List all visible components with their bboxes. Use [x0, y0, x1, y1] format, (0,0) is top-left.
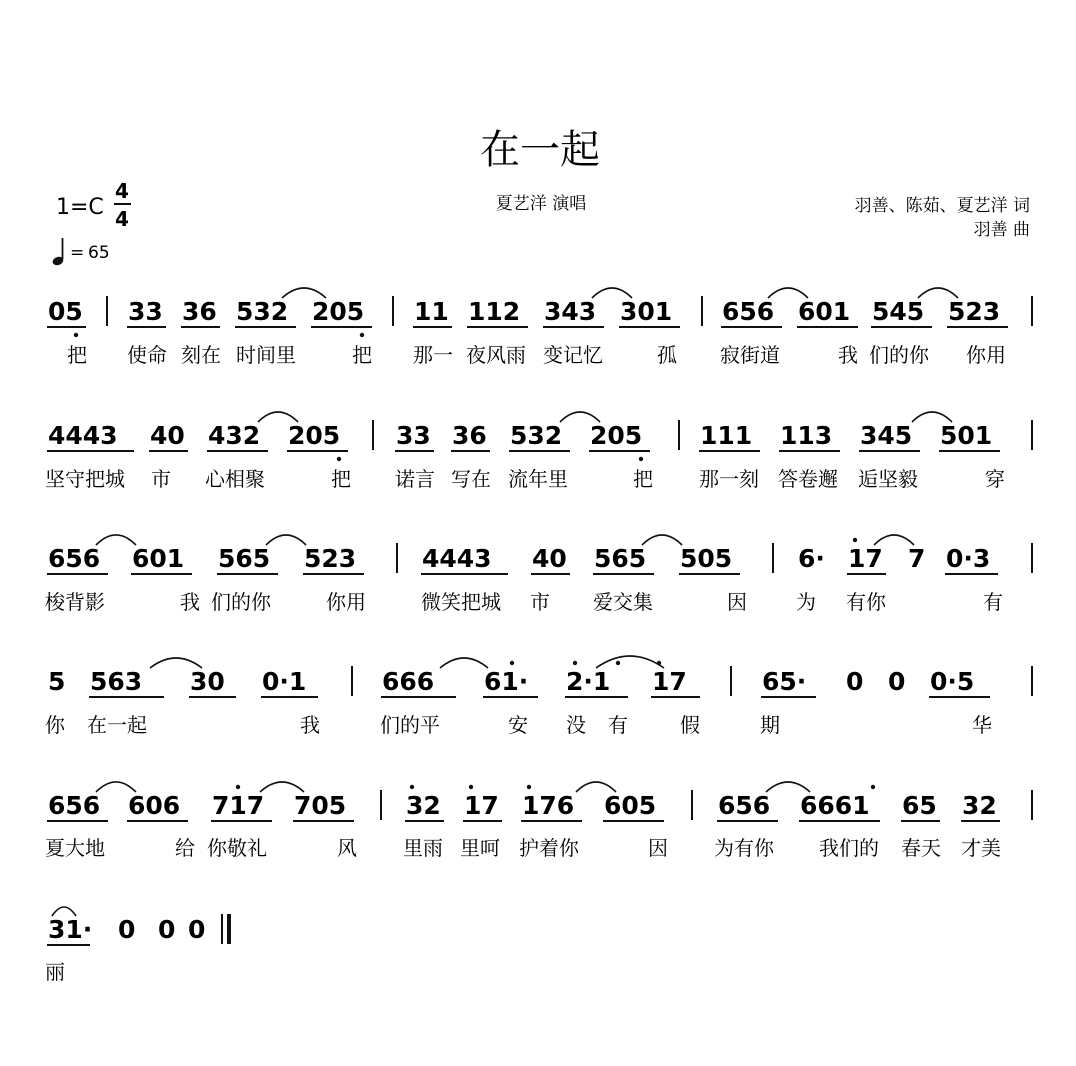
key-signature: 1=C	[56, 195, 104, 220]
note-group: 05	[48, 297, 83, 326]
lyric: 我	[300, 713, 320, 737]
lyric: 你敬礼	[207, 836, 267, 860]
score-line	[45, 907, 229, 984]
score-line	[47, 288, 1032, 367]
note-group: 113	[780, 421, 833, 450]
lyric: 时间里	[236, 343, 296, 367]
lyric: 安	[508, 713, 528, 737]
lyric: 护着你	[519, 836, 579, 860]
lyric: 夏大地	[45, 836, 105, 860]
note-group: 17	[848, 544, 883, 573]
note-group: 65	[902, 791, 937, 820]
octave-dot	[337, 457, 643, 461]
note-group: 0	[118, 915, 136, 944]
note-group: 343	[544, 297, 597, 326]
note-group: 0	[188, 915, 206, 944]
note-group: 111	[700, 421, 753, 450]
note-group: 705	[294, 791, 347, 820]
lyric: 我	[180, 590, 200, 614]
note-group: 5	[48, 667, 66, 696]
lyric: 为	[796, 590, 816, 614]
note-group: 36	[182, 297, 217, 326]
lyric: 华	[972, 713, 992, 737]
note-group: 717	[212, 791, 265, 820]
note-group: 523	[948, 297, 1001, 326]
note-group: 565	[594, 544, 647, 573]
lyric: 市	[151, 467, 171, 491]
note-group: 65·	[762, 667, 807, 696]
composer-credit: 羽善 曲	[973, 220, 1030, 240]
lyric: 流年里	[508, 467, 568, 491]
lyric: 没	[566, 713, 586, 737]
note-group: 523	[304, 544, 357, 573]
note-group: 656	[718, 791, 771, 820]
note-group: 40	[150, 421, 185, 450]
singer-credit: 夏艺洋 演唱	[495, 194, 587, 214]
lyric: 写在	[451, 467, 491, 491]
note-group: 33	[396, 421, 431, 450]
lyric: 才美	[961, 836, 1001, 860]
note-group: 7	[908, 544, 926, 573]
note-group: 606	[128, 791, 181, 820]
note-group: 11	[414, 297, 449, 326]
score-line	[45, 412, 1032, 491]
lyric: 寂街道	[720, 343, 780, 367]
quarter-note-icon	[51, 238, 64, 267]
lyric: 答卷邂	[778, 467, 838, 491]
note-group: 656	[48, 791, 101, 820]
lyric: 变记忆	[543, 343, 603, 367]
song-title: 在一起	[480, 127, 600, 173]
lyric: 因	[727, 590, 747, 614]
lyric: 那一	[413, 343, 453, 367]
note-group: 112	[468, 297, 521, 326]
note-group: 563	[90, 667, 143, 696]
lyric: 市	[530, 590, 550, 614]
lyric: 有	[983, 590, 1003, 614]
note-group: 0·1	[262, 667, 307, 696]
note-group: 345	[860, 421, 913, 450]
octave-dot	[236, 785, 875, 789]
lyric: 丽	[45, 960, 65, 984]
note-group: 4443	[422, 544, 492, 573]
note-group: 205	[288, 421, 341, 450]
lyric: 里呵	[460, 836, 500, 860]
note-group: 0·5	[930, 667, 975, 696]
lyric: 你	[45, 713, 65, 737]
lyric: 穿	[985, 467, 1005, 491]
lyric: 诺言	[395, 467, 435, 491]
note-group: 0	[846, 667, 864, 696]
tempo-bpm: 65	[88, 243, 110, 263]
lyric: 我	[838, 343, 858, 367]
lyric: 把	[633, 467, 653, 491]
lyric: 梭背影	[45, 590, 105, 614]
note-group: 6661	[800, 791, 870, 820]
lyric: 春天	[901, 836, 941, 860]
note-group: 32	[406, 791, 441, 820]
lyric: 孤	[657, 343, 677, 367]
note-group: 301	[620, 297, 673, 326]
lyric: 那一刻	[699, 467, 759, 491]
note-group: 432	[208, 421, 261, 450]
note-group: 666	[382, 667, 435, 696]
lyric: 你用	[326, 590, 366, 614]
final-barline	[222, 914, 229, 944]
note-group: 601	[798, 297, 851, 326]
lyric: 风	[337, 836, 357, 860]
note-group: 601	[132, 544, 185, 573]
score-line	[45, 782, 1032, 860]
lyric: 因	[648, 836, 668, 860]
lyric: 为有你	[714, 836, 774, 860]
note-group: 505	[680, 544, 733, 573]
lyric: 有你	[846, 590, 886, 614]
note-group: 0·3	[946, 544, 991, 573]
lyric: 有	[608, 713, 628, 737]
score-line	[45, 535, 1032, 614]
lyric: 坚守把城	[45, 467, 125, 491]
note-group: 205	[312, 297, 365, 326]
lyric: 里雨	[403, 836, 443, 860]
octave-dot	[853, 538, 857, 542]
lyric: 把	[352, 343, 372, 367]
tie-arc	[96, 782, 810, 792]
note-group: 31·	[48, 915, 93, 944]
lyric: 心相聚	[205, 467, 265, 491]
lyric: 把	[67, 343, 87, 367]
lyric: 给	[175, 836, 195, 860]
note-group: 33	[128, 297, 163, 326]
note-group: 565	[218, 544, 271, 573]
note-group: 2·1	[566, 667, 611, 696]
tempo-equals: =	[70, 243, 85, 263]
score-line	[45, 656, 1032, 737]
note-group: 40	[532, 544, 567, 573]
note-group: 656	[48, 544, 101, 573]
note-group: 656	[722, 297, 775, 326]
lyric: 刻在	[181, 343, 221, 367]
lyric: 期	[760, 713, 780, 737]
note-group: 0	[888, 667, 906, 696]
note-group: 30	[190, 667, 225, 696]
lyric: 爱交集	[593, 590, 653, 614]
lyric: 夜风雨	[466, 343, 526, 367]
note-group: 4443	[48, 421, 118, 450]
time-signature-bottom: 4	[115, 207, 129, 231]
lyric: 们的你	[869, 343, 929, 367]
note-group: 61·	[484, 667, 529, 696]
lyric: 我们的	[819, 836, 879, 860]
lyricist-credit: 羽善、陈茹、夏艺洋 词	[854, 196, 1030, 216]
note-group: 532	[510, 421, 563, 450]
lyric: 们的平	[380, 713, 440, 737]
note-group: 532	[236, 297, 289, 326]
octave-dot	[74, 333, 364, 337]
lyric: 在一起	[87, 713, 147, 737]
note-group: 501	[940, 421, 993, 450]
time-signature-top: 4	[115, 179, 129, 203]
note-group: 176	[522, 791, 575, 820]
octave-dot	[510, 661, 661, 665]
note-group: 0	[158, 915, 176, 944]
lyric: 逅坚毅	[858, 467, 918, 491]
note-group: 32	[962, 791, 997, 820]
lyric: 你用	[966, 343, 1006, 367]
lyric: 把	[331, 467, 351, 491]
lyric: 假	[680, 713, 700, 737]
note-group: 545	[872, 297, 925, 326]
note-group: 17	[652, 667, 687, 696]
note-group: 17	[464, 791, 499, 820]
note-group: 605	[604, 791, 657, 820]
note-group: 6·	[798, 544, 825, 573]
note-group: 36	[452, 421, 487, 450]
lyric: 们的你	[211, 590, 271, 614]
lyric: 使命	[127, 343, 167, 367]
note-group: 205	[590, 421, 643, 450]
lyric: 微笑把城	[421, 590, 501, 614]
